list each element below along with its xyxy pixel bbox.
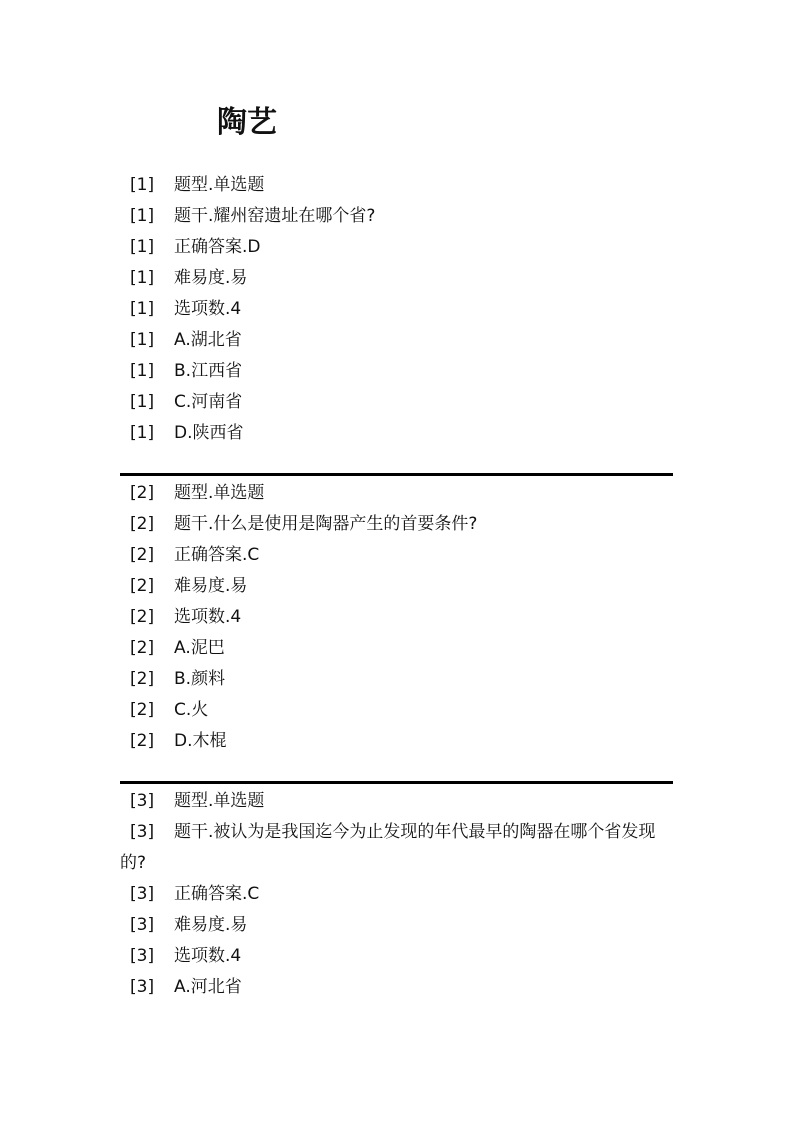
question-number: [1]	[130, 206, 155, 226]
question-number: [3]	[130, 915, 155, 935]
question-number: [1]	[130, 330, 155, 350]
question-line	[120, 817, 673, 879]
question-number: [2]	[130, 483, 155, 503]
line-text: 正确答案.C	[174, 884, 260, 904]
question-number: [2]	[130, 545, 155, 565]
question-line	[120, 540, 673, 571]
line-text: 正确答案.C	[174, 545, 260, 565]
line-text: 题型.单选题	[174, 483, 265, 503]
question-line	[120, 972, 673, 1003]
line-text: A.湖北省	[174, 330, 242, 350]
question-number: [1]	[130, 423, 155, 443]
question-number: [2]	[130, 700, 155, 720]
question-number: [2]	[130, 731, 155, 751]
question-number: [2]	[130, 576, 155, 596]
line-text: B.江西省	[174, 361, 243, 381]
question-line	[120, 509, 673, 540]
question-number: [3]	[130, 977, 155, 997]
question-line	[120, 786, 673, 817]
line-text: 题型.单选题	[174, 175, 265, 195]
line-text: D.陕西省	[174, 423, 244, 443]
line-text: 选项数.4	[174, 946, 242, 966]
question-line	[120, 170, 673, 201]
question-line	[120, 294, 673, 325]
line-text: 选项数.4	[174, 299, 242, 319]
question-number: [1]	[130, 299, 155, 319]
question-block	[120, 786, 673, 1003]
question-number: [3]	[130, 946, 155, 966]
question-divider	[120, 473, 673, 476]
question-block	[120, 478, 673, 757]
question-line	[120, 664, 673, 695]
question-line	[120, 941, 673, 972]
question-number: [2]	[130, 638, 155, 658]
line-text: B.颜料	[174, 669, 226, 689]
question-number: [1]	[130, 268, 155, 288]
question-number: [2]	[130, 514, 155, 534]
question-list	[120, 170, 673, 1003]
question-line	[120, 263, 673, 294]
line-text: 难易度.易	[174, 576, 248, 596]
question-line	[120, 879, 673, 910]
line-text: C.河南省	[174, 392, 243, 412]
question-line	[120, 726, 673, 757]
question-line	[120, 478, 673, 509]
question-line	[120, 633, 673, 664]
line-text: D.木棍	[174, 731, 227, 751]
question-line	[120, 695, 673, 726]
question-block	[120, 170, 673, 449]
question-line	[120, 387, 673, 418]
question-line	[120, 571, 673, 602]
line-text: A.泥巴	[174, 638, 225, 658]
question-line	[120, 418, 673, 449]
question-number: [1]	[130, 175, 155, 195]
question-number: [2]	[130, 607, 155, 627]
line-text: 题干.被认为是我国迄今为止发现的年代最早的陶器在哪个省发现的?	[120, 822, 656, 873]
question-number: [3]	[130, 884, 155, 904]
question-line	[120, 910, 673, 941]
question-number: [2]	[130, 669, 155, 689]
question-line	[120, 232, 673, 263]
question-number: [3]	[130, 791, 155, 811]
line-text: 难易度.易	[174, 268, 248, 288]
question-line	[120, 602, 673, 633]
line-text: 正确答案.D	[174, 237, 261, 257]
question-number: [1]	[130, 237, 155, 257]
question-number: [3]	[130, 822, 155, 842]
question-line	[120, 325, 673, 356]
question-number: [1]	[130, 361, 155, 381]
question-divider	[120, 781, 673, 784]
line-text: 选项数.4	[174, 607, 242, 627]
document-title: 陶艺	[217, 105, 277, 140]
line-text: 题干.耀州窑遗址在哪个省?	[174, 206, 376, 226]
question-line	[120, 356, 673, 387]
line-text: C.火	[174, 700, 209, 720]
question-number: [1]	[130, 392, 155, 412]
line-text: 题干.什么是使用是陶器产生的首要条件?	[174, 514, 478, 534]
line-text: A.河北省	[174, 977, 242, 997]
question-line	[120, 201, 673, 232]
line-text: 题型.单选题	[174, 791, 265, 811]
line-text: 难易度.易	[174, 915, 248, 935]
